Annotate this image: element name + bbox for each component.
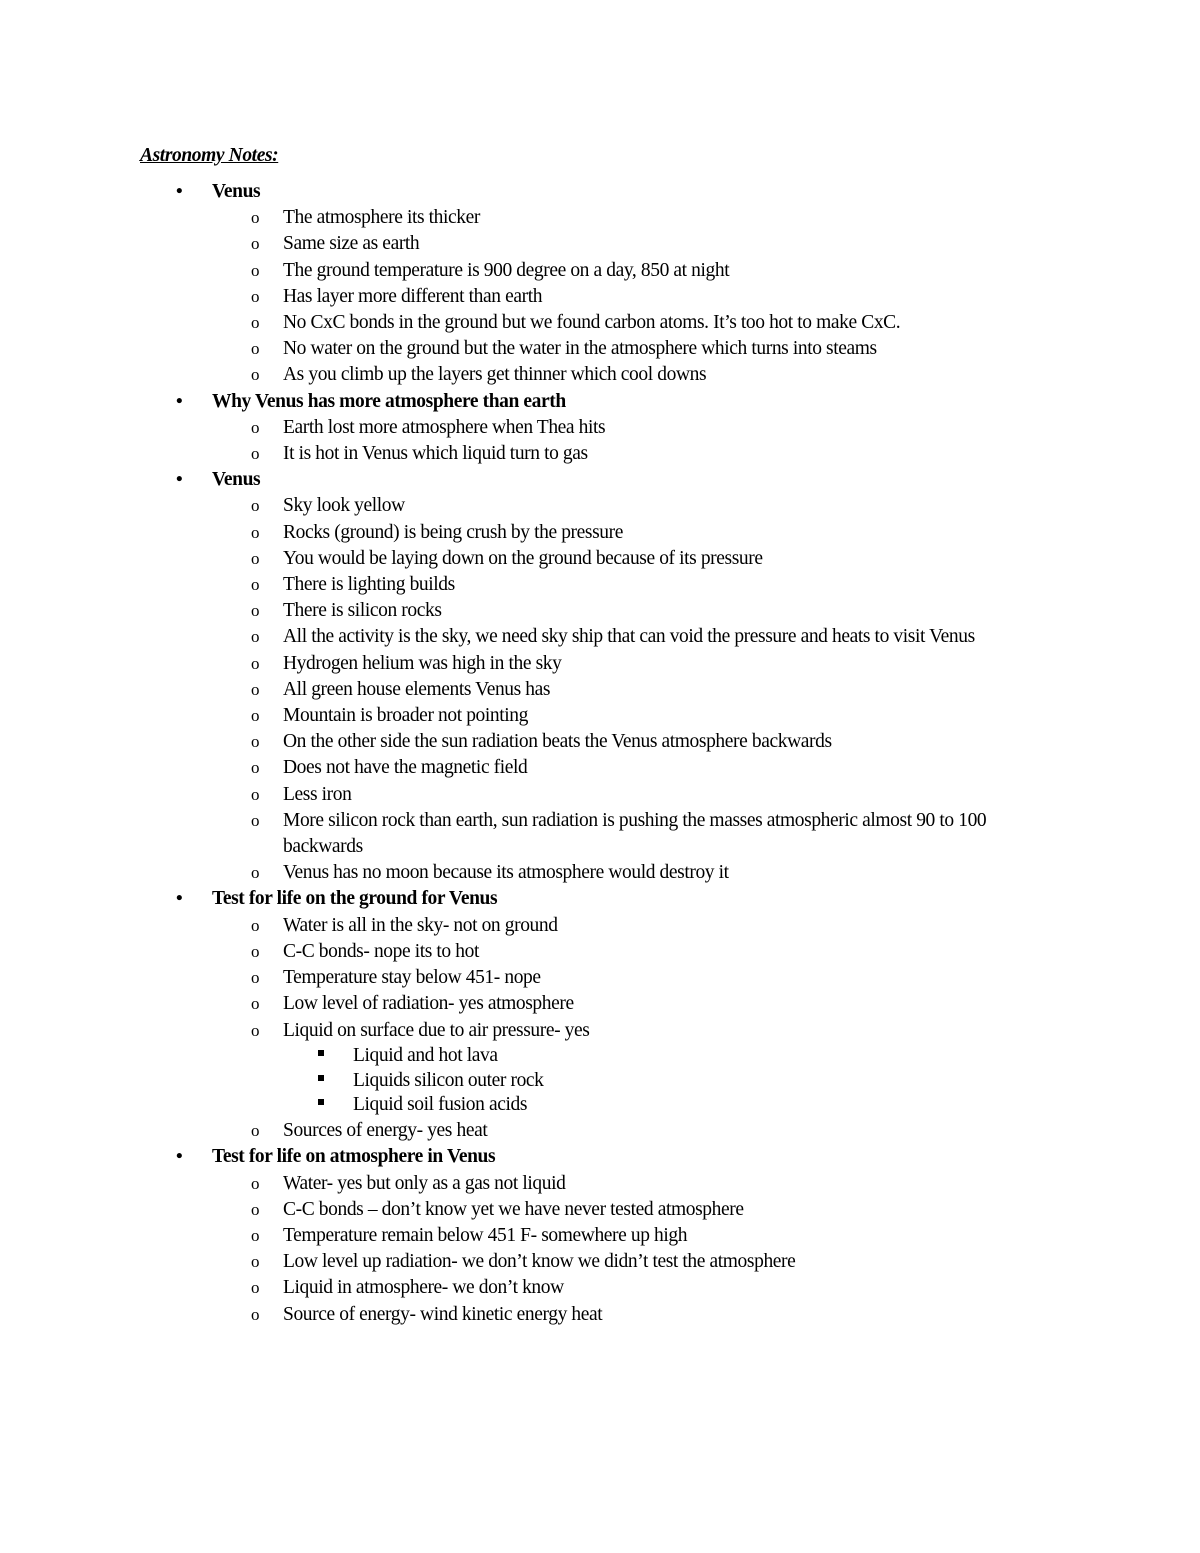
list-item: o Less iron — [0, 782, 1053, 808]
circle-bullet-icon: o — [251, 968, 260, 988]
list-item: o Same size as earth — [0, 231, 1053, 257]
list-item: o Liquid on surface due to air pressure- yes — [0, 1018, 1053, 1044]
section-heading: • Why Venus has more atmosphere than earth — [0, 389, 1052, 415]
circle-bullet-icon: o — [251, 679, 260, 699]
circle-bullet-icon: o — [251, 1199, 260, 1219]
circle-bullet-icon: o — [251, 732, 260, 752]
section-heading: • Test for life on atmosphere in Venus — [0, 1144, 1052, 1170]
circle-bullet-icon: o — [251, 784, 260, 804]
circle-bullet-icon: o — [251, 1278, 260, 1298]
list-item: o Source of energy- wind kinetic energy heat — [0, 1302, 1053, 1328]
circle-bullet-icon: o — [251, 863, 260, 883]
square-bullet-icon — [318, 1099, 324, 1105]
circle-bullet-icon: o — [251, 601, 260, 621]
circle-bullet-icon: o — [251, 234, 260, 254]
notes-list — [0, 179, 1200, 1328]
list-item: o Water- yes but only as a gas not liquid — [0, 1171, 1053, 1197]
list-item: o You would be laying down on the ground because of its pressure — [0, 546, 1053, 572]
square-bullet-icon — [318, 1075, 324, 1081]
list-item: o There is silicon rocks — [0, 598, 1053, 624]
list-item: o Rocks (ground) is being crush by the pressure — [0, 520, 1053, 546]
list-item: o C-C bonds – don’t know yet we have never tested atmosphere — [0, 1197, 1053, 1223]
list-item: o More silicon rock than earth, sun radiation is pushing the masses atmospheric almost 90 to 100 backwards — [251, 809, 987, 858]
list-item: o All the activity is the sky, we need sky ship that can void the pressure and heats to visit Venus — [0, 624, 1053, 650]
list-item: o Does not have the magnetic field — [0, 755, 1053, 781]
bullet-icon: • — [176, 469, 183, 491]
list-item: o All green house elements Venus has — [0, 677, 1053, 703]
circle-bullet-icon: o — [251, 994, 260, 1014]
list-item: o The ground temperature is 900 degree on a day, 850 at night — [0, 258, 1053, 284]
circle-bullet-icon: o — [251, 653, 260, 673]
circle-bullet-icon: o — [251, 810, 260, 830]
circle-bullet-icon: o — [251, 286, 260, 306]
circle-bullet-icon: o — [251, 941, 260, 961]
circle-bullet-icon: o — [251, 313, 260, 333]
circle-bullet-icon: o — [251, 706, 260, 726]
circle-bullet-icon: o — [251, 575, 260, 595]
circle-bullet-icon: o — [251, 915, 260, 935]
list-item: o There is lighting builds — [0, 572, 1053, 598]
circle-bullet-icon: o — [251, 417, 260, 437]
page-title: Astronomy Notes: — [140, 145, 279, 166]
circle-bullet-icon: o — [251, 758, 260, 778]
list-item: o Temperature remain below 451 F- somewhere up high — [0, 1223, 1053, 1249]
circle-bullet-icon: o — [251, 365, 260, 385]
list-item: o The atmosphere its thicker — [0, 205, 1053, 231]
circle-bullet-icon: o — [251, 522, 260, 542]
circle-bullet-icon: o — [251, 1304, 260, 1324]
circle-bullet-icon: o — [251, 208, 260, 228]
circle-bullet-icon: o — [251, 1252, 260, 1272]
sub-list-item: Liquids silicon outer rock — [0, 1069, 1053, 1094]
square-bullet-icon — [318, 1050, 324, 1056]
circle-bullet-icon: o — [251, 339, 260, 359]
list-item: o Low level of radiation- yes atmosphere — [0, 991, 1053, 1017]
circle-bullet-icon: o — [251, 1020, 260, 1040]
circle-bullet-icon: o — [251, 496, 260, 516]
bullet-icon: • — [176, 1146, 183, 1168]
circle-bullet-icon: o — [251, 627, 260, 647]
section-heading: • Test for life on the ground for Venus — [0, 886, 1052, 912]
sub-list-item: Liquid and hot lava — [0, 1044, 1053, 1069]
list-item: o On the other side the sun radiation beats the Venus atmosphere backwards — [0, 729, 1053, 755]
list-item: o Hydrogen helium was high in the sky — [0, 651, 1053, 677]
list-item: o Mountain is broader not pointing — [0, 703, 1053, 729]
section-heading: • Venus — [0, 467, 1052, 493]
circle-bullet-icon: o — [251, 1225, 260, 1245]
list-item: o C-C bonds- nope its to hot — [0, 939, 1053, 965]
list-item: o No CxC bonds in the ground but we found carbon atoms. It’s too hot to make CxC. — [0, 310, 1053, 336]
circle-bullet-icon: o — [251, 444, 260, 464]
list-item: o Venus has no moon because its atmosphere would destroy it — [0, 860, 1053, 886]
section-heading: • Venus — [0, 179, 1052, 205]
list-item: o As you climb up the layers get thinner which cool downs — [0, 362, 1053, 388]
list-item: o Sky look yellow — [0, 493, 1053, 519]
list-item: o Sources of energy- yes heat — [0, 1118, 1053, 1144]
list-item: o No water on the ground but the water in the atmosphere which turns into steams — [0, 336, 1053, 362]
list-item: o Liquid in atmosphere- we don’t know — [0, 1275, 1053, 1301]
circle-bullet-icon: o — [251, 548, 260, 568]
list-item: o Temperature stay below 451- nope — [0, 965, 1053, 991]
list-item: o Has layer more different than earth — [0, 284, 1053, 310]
circle-bullet-icon: o — [251, 260, 260, 280]
bullet-icon: • — [176, 181, 183, 202]
list-item: o Water is all in the sky- not on ground — [0, 913, 1053, 939]
list-item: o Low level up radiation- we don’t know we didn’t test the atmosphere — [0, 1249, 1053, 1275]
list-item: o It is hot in Venus which liquid turn to gas — [0, 441, 1053, 467]
circle-bullet-icon: o — [251, 1173, 260, 1193]
sub-list-item: Liquid soil fusion acids — [0, 1093, 1053, 1118]
bullet-icon: • — [176, 888, 183, 910]
circle-bullet-icon: o — [251, 1121, 260, 1141]
bullet-icon: • — [176, 390, 183, 412]
list-item: o Earth lost more atmosphere when Thea hits — [0, 415, 1053, 441]
